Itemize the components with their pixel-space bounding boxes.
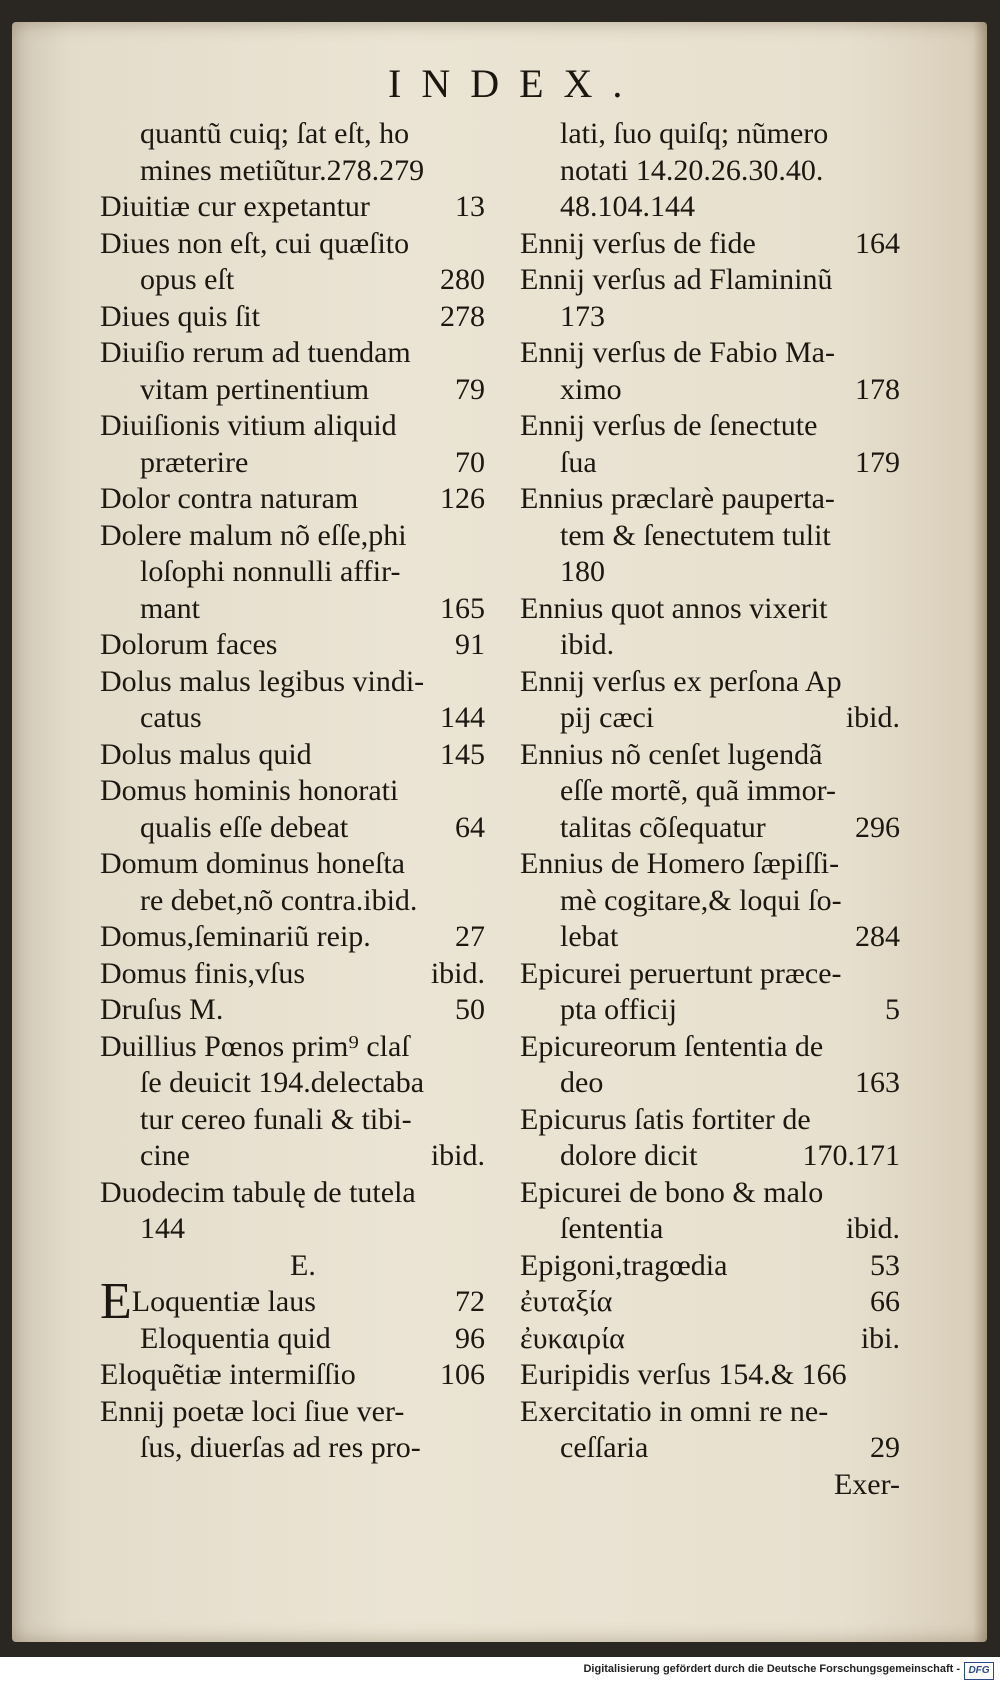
index-entry-line [520,1138,900,1175]
entry-text: Dolor contra naturam [100,482,359,515]
page-reference: 163 [855,1066,900,1099]
entry-text: Eloquentia quid [140,1321,331,1355]
index-entry-line [100,846,485,883]
index-entry-line [520,1065,900,1102]
index-entry-line [520,1394,900,1431]
index-entry-line [100,627,485,664]
entry-text: Ennius quot annos vixerit [520,591,828,625]
index-entry-line [520,262,900,299]
entry-text: Ennij verſus ex perſona Ap [520,664,842,698]
index-entry-line [100,1138,485,1175]
index-entry-line [520,591,900,628]
index-entry-line [520,335,900,372]
page-reference: 29 [870,1431,900,1464]
index-entry-line [520,919,900,956]
page-reference: 79 [455,372,485,406]
digitization-footer [0,1657,1000,1686]
index-entry-line [520,810,900,847]
entry-text: talitas cõſequatur [560,810,766,844]
page-reference: 179 [855,445,900,479]
page-reference: 144 [440,701,485,734]
entry-text: mè cogitare,& loqui ſo- [560,883,842,917]
entry-text: Ennius de Homero ſæpiſſi- [520,847,840,880]
index-entry-line [100,335,485,372]
index-entry-line [520,700,900,737]
entry-text: catus [140,701,202,734]
index-entry-line [520,664,900,701]
page-reference: 278 [440,299,485,333]
page-reference: 70 [455,445,485,479]
page-header [0,60,1000,120]
page-reference: 50 [455,993,485,1026]
entry-text: deo [560,1066,604,1099]
index-entry-line [520,372,900,409]
entry-text-rest: Loquentiæ laus [131,1285,316,1318]
index-entry-line [100,518,485,555]
entry-text: ἐυκαιρία [520,1321,625,1355]
index-entry-line [520,299,900,336]
entry-text: Ennij verſus ad Flamininũ [520,263,833,296]
entry-text: mant [140,591,200,625]
page-reference: ibi. [860,1321,900,1355]
index-entry-line [100,299,485,336]
entry-text: ſua [560,445,597,479]
index-entry-line [100,189,485,226]
entry-text: Dolorum faces [100,628,278,661]
entry-text: opus eſt [140,263,235,296]
index-entry-line [100,773,485,810]
index-entry-line [100,883,485,920]
entry-text: E. [290,1248,316,1282]
entry-text: 48.104.144 [560,190,695,223]
entry-text: Exercitatio in omni re ne- [520,1394,829,1428]
page-reference: 164 [855,226,900,260]
index-entry-line [100,919,485,956]
entry-text: 173 [560,299,605,333]
entry-text: Ennij verſus de Fabio Ma- [520,336,835,369]
index-entry-line [100,1248,485,1285]
entry-text: Duillius Pœnos prim⁹ claſ [100,1029,410,1063]
entry-text: ximo [560,372,622,406]
index-entry-line [520,1321,900,1358]
entry-text: vitam pertinentium [140,372,370,406]
entry-text: re debet,nõ contra.ibid. [140,883,418,917]
page-reference: 27 [455,920,485,953]
entry-text: Diues quis ſit [100,299,261,333]
index-entry-line [520,226,900,263]
index-entry-line [520,481,900,518]
entry-text: Domus,ſeminariũ reip. [100,920,371,953]
entry-text: cine [140,1139,190,1172]
entry-text: Epicurei peruertunt præce- [520,956,842,990]
page-reference: 53 [870,1248,900,1282]
index-entry-line [100,481,485,518]
entry-text: ibid. [560,628,615,661]
index-entry-line [520,956,900,993]
entry-text: mines metiũtur.278.279 [140,153,425,187]
index-entry-line [520,554,900,591]
entry-text: notati 14.20.26.30.40. [560,153,824,187]
index-column-left [100,116,485,1467]
entry-text: Dolus malus quid [100,737,312,771]
index-entry-line [520,1175,900,1212]
index-entry-line [100,1175,485,1212]
page-reference: 170.171 [802,1139,900,1172]
entry-text: lebat [560,920,619,953]
index-entry-line [100,262,485,299]
entry-text: Diuiſio rerum ad tuendam [100,336,411,369]
index-entry-line [520,1211,900,1248]
entry-text: ſe deuicit 194.delectaba [140,1066,425,1099]
index-entry-line [520,773,900,810]
index-entry-line [100,664,485,701]
entry-text: Diuiſionis vitium aliquid [100,409,397,442]
entry-text: eſſe mortẽ, quã immor- [560,774,836,807]
entry-text: Epigoni,tragœdia [520,1248,728,1282]
page-reference: 13 [455,190,485,223]
entry-text: præterire [140,445,249,479]
entry-text: Ennius nõ cenſet lugendã [520,737,823,771]
index-entry-line [100,737,485,774]
index-entry-line [100,1430,485,1467]
entry-text: Domus hominis honorati [100,774,399,807]
page-reference: ibid. [845,701,900,734]
index-entry-line [100,1102,485,1139]
entry-text: loſophi nonnulli affir- [140,555,401,588]
index-column-right [520,116,900,1503]
index-entry-line [520,992,900,1029]
page-reference: 66 [870,1285,900,1318]
index-entry-line [520,737,900,774]
page-reference: 284 [855,920,900,953]
catchword-line [520,1467,900,1504]
page-reference: 91 [455,628,485,661]
index-entry-line [100,1394,485,1431]
page-reference: ibid. [845,1212,900,1245]
entry-text: dolore dicit [560,1139,698,1172]
entry-text: 144 [140,1212,185,1245]
page-reference: 72 [455,1285,485,1318]
index-entry-line [520,1102,900,1139]
index-entry-line [100,1211,485,1248]
index-entry-line [520,846,900,883]
page-reference: 178 [855,372,900,406]
index-title: INDEX. [388,61,643,106]
entry-text: Euripidis verſus 154.& 166 [520,1358,847,1391]
entry-text: Ennij verſus de fide [520,226,756,260]
funding-credit: Digitalisierung gefördert durch die Deutsche Forschungsgemeinschaft - [583,1663,960,1675]
page-reference: ibid. [430,956,485,990]
index-entry-line [100,554,485,591]
index-entry-line [100,956,485,993]
entry-text: qualis eſſe debeat [140,810,349,844]
entry-text: pta officij [560,993,677,1026]
entry-text: quantũ cuiq; ſat eſt, ho [140,117,410,150]
entry-text [100,1273,316,1330]
index-entry-line [520,1029,900,1066]
entry-text: Epicurus ſatis fortiter de [520,1102,811,1136]
entry-text: pij cæci [560,701,655,734]
index-entry-line [520,627,900,664]
index-entry-line [520,116,900,153]
page-reference: 280 [440,263,485,296]
catchword: Exer- [833,1467,900,1501]
entry-text: Diues non eſt, cui quæſito [100,226,410,260]
entry-text: Domus finis,vſus [100,956,306,990]
entry-text: Dolere malum nõ eſſe,phi [100,518,407,552]
index-entry-line [520,153,900,190]
index-entry-line [100,1065,485,1102]
entry-text: Epicureorum ſententia de [520,1029,824,1063]
entry-text: Dolus malus legibus vindi- [100,664,425,698]
index-entry-line [100,445,485,482]
index-entry-line [100,1321,485,1358]
entry-text: tur cereo funali & tibi- [140,1102,412,1136]
index-entry-line [520,1357,900,1394]
page-reference: 165 [440,591,485,625]
index-entry-line [520,445,900,482]
page-reference: 145 [440,737,485,771]
entry-text: tem & ſenectutem tulit [560,518,831,552]
index-entry-line [100,408,485,445]
initial-capital: E [100,1273,132,1330]
entry-text: Eloquẽtiæ intermiſſio [100,1358,356,1391]
page-edge-shadow [973,22,987,1642]
entry-text: Domum dominus honeſta [100,847,405,880]
index-entry-line [100,700,485,737]
entry-text: Ennij poetæ loci ſiue ver- [100,1394,405,1428]
entry-text: ceſſaria [560,1431,649,1464]
index-entry-line [520,883,900,920]
page-reference: 64 [455,810,485,844]
index-entry-line [100,591,485,628]
page-reference: ibid. [430,1139,485,1172]
index-entry-line [100,226,485,263]
entry-text: 180 [560,555,605,588]
entry-text: Duodecim tabulę de tutela [100,1175,416,1209]
entry-text: Druſus M. [100,993,224,1026]
dfg-logo: DFG [964,1662,994,1680]
index-entry-line [100,1029,485,1066]
page-reference: 106 [440,1358,485,1391]
index-entry-line [520,518,900,555]
index-entry-line [100,992,485,1029]
page-reference: 96 [455,1321,485,1355]
entry-text: lati, ſuo quiſq; nũmero [560,117,829,150]
entry-text: Ennij verſus de ſenectute [520,409,818,442]
index-entry-line [520,1284,900,1321]
index-entry-line [100,1357,485,1394]
index-entry-line [100,153,485,190]
index-entry-line [100,372,485,409]
page-reference: 5 [885,993,900,1026]
entry-text: ſus, diuerſas ad res pro- [140,1431,421,1464]
index-entry-line [520,1248,900,1285]
index-entry-line [100,116,485,153]
index-entry-line [520,189,900,226]
entry-text: ἐυταξία [520,1285,613,1318]
entry-text: ſententia [560,1212,664,1245]
entry-text: Epicurei de bono & malo [520,1175,824,1209]
entry-text: Ennius præclarè pauperta- [520,482,835,515]
index-entry-line [100,1273,485,1330]
page-reference: 296 [855,810,900,844]
page-reference: 126 [440,482,485,515]
index-entry-line [520,1430,900,1467]
index-entry-line [520,408,900,445]
entry-text: Diuitiæ cur expetantur [100,190,370,223]
index-entry-line [100,810,485,847]
